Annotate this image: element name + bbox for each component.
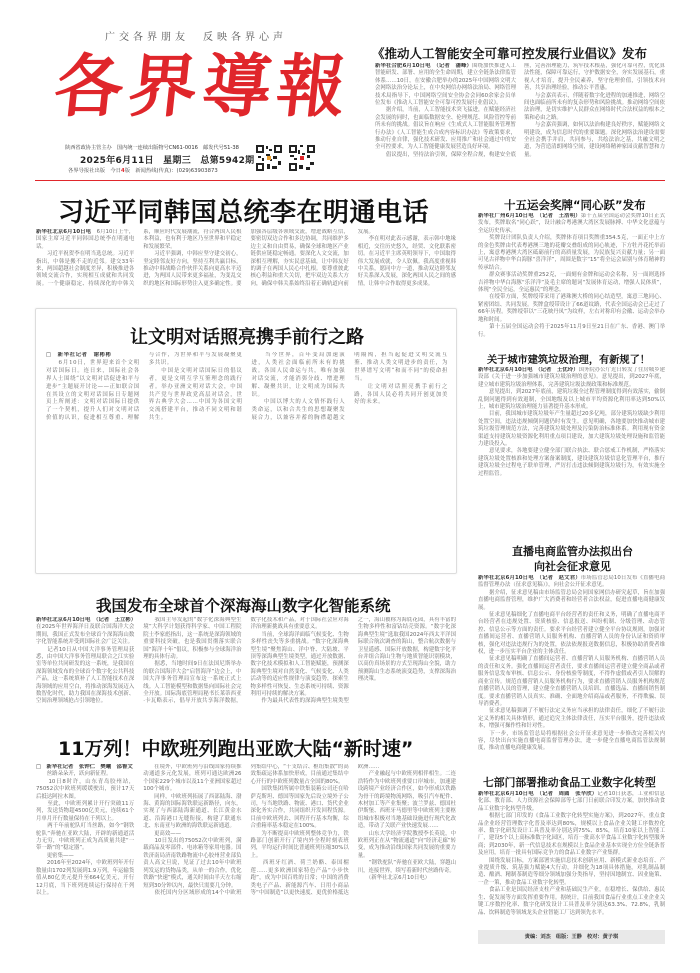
headline-construction-waste: 关于城市建筑垃圾治理，有新规了！ [487, 355, 650, 366]
masthead-divider [35, 180, 665, 181]
dateline: 新华社北京6月10日电 （记者 王优玲） [478, 367, 579, 373]
article-body: 记者10日获悉，工业和信息化部、教育部、人力资源社会保障部等七部门日前联合印发方案，加快推动食品工业数字化转型升级。 根据七部门印发的《食品工业数字化转型实施方案》，到2027年，重点食品企业经营管理数字化普及率达到80%，规模以上食品企业关键工序数控化率、数字化研发设计工具普及率分别达到75%、85%，培育10家以上智能工厂，建设5个以上高标准数字化园区，培育一批高水平食品工业数字化转型服务商；到2030年，新一代信息技术在规模以上食品企业基本实现全方位全链条普及应用，培育一批具有国际竞争力的食品工业数字产业集群。 围绕发展目标，方案部署实施信息技术创新应用、新模式新业态培育、产业提质升级、筑基强力赋能4大行动，并细化为18项具体措施，对乳制品制造、酿酒、精制茶制造等细分领域加强分类指导，坚持因地制宜、因业施策、一企一策，推动食品工业数字化转型。 食品工业是国民经济支柱产业和基础民生产业，在稳增长、保供给、惠民生、促发展等方面发挥重要作用。据统计，目前我国食品行业重点工业企业关键工序数控化率、数字化研发设计工具普及率分别达63.3%、72.8%，乳制品、饮料制造等领域龙头企业智能工厂达到领先水平。 [478, 791, 665, 916]
publisher: 各界导报社出版 [68, 168, 106, 174]
dateline: 新华社北京6月10日电 （记者 周圆 张辛欣） [478, 791, 598, 797]
article-body: 在2025年世界海洋日及联合国海洋大会期间，我国正式发布全球首个深海海山数字化智能系统并受到国际社会广泛关注。 记者10日从中国大洋事务管理局获悉，由中国大洋事务管理局联合之江实验室等单位共同研发的这一系统，是我国在深海领域发布的全球首个数字化公共科技产品。这一系统填补了人工智能技术在深海领域的应用空白，将推动深海发展迈入数智化时代，助力我国在深海技术创新、空间治理领域抢占引领地位。 我国主导发起的“数字化深海典型生境”大科学计划获得科学家、中国工程院院士李家彪指出，这一系统是深海领域的重要科技突破，也是我国贯彻落实联合国“海洋十年”倡议，积极参与全球海洋治理的具体行动。 据悉，当地时间9日在法国尼斯举办的联合国海洋大会“启智海洋”边会上，中国大洋事务管理局宣布这一系统正式上线。人工智能模型和数据集向国际社会完全开放。国际海底管理局秘书长莱蒂西亚·卡瓦略表示，倡导开放共享海洋数据，数字化技术和产品，对于国际社会应对海洋治理新挑战具有重要意义。 当前，全球海洋面临气候变化、生物多样性丧失等多重挑战。“数字化深海典型生境”聚焦海山、洋中脊、大陆坡、平顶等深海典型生境类型，通过开放数据、数字化技术模拟和人工智能赋能，预测深海典型生境对自然变化、气候变化、人类活动等的适应性规律与演变趋势，探索生物多样性可恢复、生态系统可持续、资源利用可持续的解决方案。 作为最具代表性的深海典型生境类型之一，海山被称为海底花园，具有丰富的生物多样性和富钴结壳资源。“数字化深海典型生境”选取我国2024年西太平洋国际联合航次调查的海山，整合航次数据与卫星遥感、国际开放数据，构建数字化平台并组合海山生物与地质智能识别模块，以高仿真场景的方式呈现海山全貌，助力预测海山生态系统演变趋势，支撑深海治理决策。 [36, 617, 456, 705]
dateline: 新华社北京6月10日电 （记者 王立彬） [36, 617, 137, 623]
byline: □ 新华社记者 张钟仁 樊曦 邵鲁文 [36, 764, 133, 770]
article-construction-waste [478, 367, 665, 529]
article-games-medal [478, 213, 665, 340]
dateline: 新华社北京6月10日电 [36, 229, 97, 235]
qr-code-icon[interactable] [288, 144, 316, 172]
article-body: 6月10日上午，国家主席习近平同韩国总统李在明通电话。 习近平祝贺李在明当选总统。习近平指出，中韩是搬不走的近邻。建交33年来，两国超越社会制度差异，积极推进各领域交流合作，实现相互成就和共同发展。一个健康稳定、持续深化的中韩关系，顺应时代发展潮流，符合两国人民根本利益，也有利于地区乃至世界和平稳定和发展繁荣。 习近平强调，中韩应坚守建交初心，坚定睦邻友好方向，坚持互利共赢目标，推动中韩战略合作伙伴关系向更高水平迈进，为两国人民带来更多福祉，为变乱交织的地区和国际形势注入更多确定性。要加强各层级各领域交流，增进战略互信，要密切双边合作和多边协调，共同维护多边主义和自由贸易，确保全球和地区产业链供应链稳定畅通。要深化人文交流，加深相互理解，夯实民意基础，让中韩友好的调子在两国人民心中扎根。要尊重彼此核心利益和重大关切，把牢双边关系大方向，确保中韩关系始终沿着正确轨道向前发展。 李在明对此表示感谢，表示韩中地缘相近，交往历史悠久，经贸、文化联系密切。在习近平主席英明领导下，中国取得伟大发展成就，令人钦佩。我高度重视韩中关系，愿同中方一道，推动双边睦邻友好关系深入发展，深化两国人民之间的感情，让韩中合作取得更多成果。 [36, 229, 456, 287]
qr-code-icon[interactable] [255, 144, 283, 172]
headline-xi-call: 习近平同韩国总统李在明通电话 [58, 198, 430, 228]
article-deep-sea [36, 617, 456, 707]
headline-games-medal: 十五运会奖牌“同心跃”发布 [504, 198, 646, 212]
pages-count: 4 [121, 168, 125, 174]
article-xi-call [36, 229, 456, 295]
article-body: 丝路朵朵开，跃向新征程。 10日8时许，山东青岛胶州站，75052次中欧班列缓缓驶出，预计17天后抵达阿拉木图。 至此，中欧班列累计开行突破11万列，发送货物超4500亿美元，连续61个月单月开行数量保持在千列以上。 两千年前驼队叮当丝路，如今“钢铁驼队”奔驰在亚欧大陆，开辟的新通道活力无穷，中欧班列正成为高质量共建“一带一路”的“稳定器”。 更密集—— 2016年至2024年，中欧班列年开行数量由1702列发展到1.9万列，年运输货值从80亿美元提升至664亿美元，开行12月底，当下班列连续运行保持在千列以上。 在境外，中欧班列与沿线国家持续推动通道多元化发展，班列可通达欧洲26个国家229个城市以及11个亚洲国家超过100个城市。 同样，中欧班列拓展了西部陆海、渤海、黄海的国际海铁联运新路径，向东，实现了与西部陆海新通道、长江黄金水道、沿海港口无缝衔接，构建了联通东北、东南亚与欧洲的海铁联运新通道。 更高效—— 10日发出的75052次中欧班列，满载商品及零部件、电冰箱等家用电器。国铁济南局济南铁路物流中心胶州营业部负责人高文旦说，见证了过去10年中欧班列发运的货物品类，从单一的合作，优化铁路“快速”模式，通关时间由半天左右缩短到30分钟以内，最快只需要几分钟。 依托国内分区域形成的14个中欧班列集结中心，“干支结合、枢纽集散”的高效集疏运体系加快形成，目前通过集结中心开行的中欧班列数量占全国的80%。 国铁集团所属中铁集装箱公司还在哈萨克斯坦、德国等国家先后设立境外子公司，与当地铁路、物流、港口、货代企业深化务实合作，共同组织开发回程货源。目前中欧班列去、回程开行基本均衡，综合重箱率基本稳定在100%。 为不断提高中欧班列整体竞争力，铁路部门创新开行了境内外全程时刻表班列，平均运行时间比普通班列压缩30%以上。 西班牙红酒、荷兰奶酪、泰国榴莲……更多欧洲国家特色产品“小步快跑”，成为中国百姓的日常；中国的消费类电子产品、新能源汽车、日用小商品等“中国制造”以更快速度、更优价格抵达欧洲…… 产业融起与中欧班列相伴相生。二连浩特作为中欧班列重要口岸城市，加速建设跨境产业经济合作区，如今形成以铁路为骨干的跨境物流网络，吸引汽车配件、木材加工等产业集聚；波兰罗兹、德国杜伊斯堡、西班牙马德里等中欧班列主要枢纽城市积极对当地基础设施进行现代化改造，带动了关联产业快速发展…… 山东大学经济学院教授李长英说，中欧班列正在从“物流通道”向“经济走廊”转变，成为推动沿线国家共同发展的重要力量。 “钢铁驼队”奔驰在亚欧大陆，穿越山川，连接世界，续写着新时代丝路传奇。 （新华社北京6月10日电） [36, 764, 456, 896]
headline-deep-sea: 我国发布全球首个深海海山数字化智能系统 [96, 596, 391, 615]
headline-ai-initiative: 《推动人工智能安全可靠可控发展行业倡议》发布 [372, 46, 648, 61]
article-body: 市场监管总局10日发布《直播电商监督管理办法（征求意见稿）》，向社会公开征求意见。 据介绍，征求意见稿由市场监管总局会同国家网信办研究起草，旨在加强直播电商监督管理，维护广大消费者和经营者合法权益，促进直播电商健康发展。 征求意见稿细化了直播电商平台经营者的责任和义务，明确了直播电商平台经营者在违规处置、资质核验、信息报送、纠纷机制、分级管理、动态管控、信息公示等方面的责任。要求平台经营者建立健全平台协议规则，加强对直播间运营者、直播营销人员服务机构、直播营销人员的身份认证和资质审核，强化对违法违规行为的处置，依法依规报送数据信息，积极协助消费者维权，进一步压实平台企业的主体责任。 征求意见稿明确了直播间运营者、直播营销人员服务机构、直播营销人员的责任和义务。强化直播间运营者责任，要求直播间运营者建立健全商品或者服务信息发布审核、信息公示、身份核验等制度，不得作虚假或者引人误解的商业宣传。规范直播营销人员服务机构行为，要求直播营销人员服务机构规范直播营销人员的管理，建立健全直播营销人员培训、直播选品、直播间销售制度。要求直播营销人员真实、准确、全面地介绍商品或者服务，不得欺骗、误导消费者。 征求意见稿强调了不履行法定义务应当承担的法律责任，细化了不履行法定义务的相关具体情形，通过追究主体法律责任，压实平台服务，提升违法成本，增强可操作性和针对性。 下一步，市场监管总局将根据社会公开征求意见进一步修改完善相关内容，尽快出台实施直播电商监督管理办法，进一步健全直播电商监管法规制度，推动直播电商健康发展。 [478, 575, 665, 752]
hotline: 新闻热线(传真)：(029)63903873 [135, 168, 218, 174]
newspaper-logo: 各界導報 [50, 47, 356, 127]
pages-suffix: 版 [124, 168, 131, 174]
dateline: 新华社合肥6月10日电 （记者 潘峰） [375, 63, 472, 69]
headline-china-europe: 11万列！中欧班列跑出亚欧大陆“新时速” [58, 738, 414, 760]
masthead-slogan: 广交各界朋友 反映各界心声 [105, 32, 287, 43]
headline-livestream-1: 直播电商监管办法拟出台 [512, 545, 633, 558]
article-livestream [478, 575, 665, 765]
dateline: 新华社广州6月10日电 （记者 王浩明） [478, 213, 581, 219]
article-body: 6月10日，世界迎来首个文明对话国际日。连日来，国际社会各界人士围绕“以文明对话促进和平与进步”主题展开讨论——正如联合国在其设立的文明对话国际日专题网页上所阐述：文明对话国际日提供了一个契机，提升人们对文明对话价值的认识，促进相互尊重、理解与合作，为世界和平与发展凝聚更多共识。 中国是文明对话国际日的倡议者，更是文明互学互鉴理念的践行者。举办亚洲文明对话大会，中国共产党与世界政党高层对话会，世界古典学大会……中国为各国文明交流搭建平台，推动不同文明和谐共生。 当今世界，百年变局加速演进，人类社会面临前所未有的挑战。各国人民命运与共，唯有加强对话交流，才能消弭分歧、增进理解、凝聚共识，让文明成为国际共识。 中国以博大的人文情怀践行人类命运，以和合共生的思想凝聚发展合力，以兼容并蓄的胸襟超越文明隔阂，担当起促进文明交流互鉴、推动人类文明进步的责任，为世界谱写文明“和而不同”的使命担当。 让文明对话照亮携手前行之路，各国人民必将共同开创更加美好的未来。 [46, 352, 448, 422]
article-china-europe [36, 764, 456, 946]
headline-civilization: 让文明对话照亮携手前行之路 [130, 327, 364, 348]
issue-date: 2025年6月11日 星期三 总第5942期 [80, 156, 255, 166]
article-civilization [46, 352, 448, 564]
headline-food-industry: 七部门部署推动食品工业数字化转型 [483, 776, 656, 789]
article-ai-initiative [375, 63, 665, 173]
publisher-line [68, 166, 218, 174]
article-body: 国务院办公厅近日转发了住房城乡建设部《关于进一步加强城市建筑垃圾治理的意见》。意见提出，到2027年底，建立城市建筑垃圾治理体系，完善建筑垃圾法规政策和标准规范。 意见提出，到2027年底前，建筑垃圾全过程管理制度得到有效落实，偷倒乱倒问题得到有效遏制，全国地级及以上城市平均资源化利用率达到50%以上，城市建筑垃圾治理能力显著提升基本形成。 目前，我国城市建筑垃圾年产生量超过20多亿吨，部分建筑垃圾缺少利用处置空间，违法违规倾倒问题仍时有发生。意见明确，各地要加快推动城市建筑垃圾管理规范方法，完善建筑垃圾处理及污染防治标准体系。利用现有资金渠道支持建筑垃圾资源化利用重点项目建设，加大建筑垃圾处理设施和监管能力建设投入。 意见要求，各地要建立健全部门联合执法、联合惩戒工作机制，严格落实建筑垃圾处置核准和处理方案备案制度，建设建筑垃圾信息化管理平台，推行建筑垃圾全过程电子联单管理，严厉打击违法倾倒建筑垃圾行为，有效实施全过程监管。 [478, 367, 665, 477]
article-food-industry [478, 791, 665, 924]
article-body: 围绕加快推进人工智能研发、部署、应用的全生命周期，建立全链条法律监管体系……10日，在安徽合肥举办的2025年中国网络文明大会网络法治分论坛上，在中央网信办网络法治局、网络管理技术局指导下，中国网络空间安全协会会同60余家会员单位发布《推动人工智能安全可靠可控发展行业倡议》。 据介绍，当前，人工智能技术突飞猛进，在赋能经济社会发展的同时，也面临数据安全、伦理规范、风险管控等前所未有的挑战。倡议旨在响应《生成式人工智能服务管理暂行办法》《人工智能生成合成内容标识办法》等政策要求，推动行业自律，强化技术研发、应用推广和社会通过中的安全可控要求，为人工智能健康发展营造良好环境。 倡议提出，坚持法治引领，保障全程合规，构建安全底座，完善治理能力，筑牢技术根基，强化可靠可控，优化算法性能，保障可靠运行，守护数据安全，夯实发展基石，重视人才培育，提升全民素养，坚守伦理价值，引领技术向善，共享治理经验，推动公平普惠。 与会嘉宾表示，伴随着数字化进程的加速推进，网络空间也面临前所未有的复杂形势和风险挑战。推动网络空间依法治理，是切实维护人民群众在网络时代合法权益的根本之策和必由之路。 与会嘉宾强调，如何以法治构建良好秩序，赋能网络文明建设，成为信息时代的重要课题。深化网络法治建设需要全社会携手并肩，共同参与，共绘法治之基，共融文明之道，为营造清朗网络空间，建设网络精神家园贡献智慧和力量。 [375, 63, 665, 158]
article-body: 第十五届全国运动会奖牌10日正式发布，奖牌取名“同心跃”，设计融合粤港澳大湾区发展脉搏、中华文化意蕴与全运历史传承。 奖牌设计团队负责人介绍，奖牌体育项目奖牌重354.5克，一面正中上方的金色奖牌由代表粤港澳三地的花瓣交叠组成的同心轨迹，下方牡丹花托举而上，寓意粤港澳大湾区砥砺前行的高质量发展，为民族复兴贡献力量；另一面可见古祥物中华白海豚“喜洋洋”，周围是数字“15”将全运会届别与体育精神的传承结合。 群众赛事活动奖牌重252克，一面刻有金牌和运动会名称，另一面则选择吉祥物中华白海豚“乐洋洋”及毛主席的题词“发展体育运动，增强人民体质”，体现“全民全运，全运惠民”的理念。 在绶带方面，奖牌绶带采用了港珠澳大桥的同心结造型，寓意三地同心、紧密团结、共同发展。奖牌盒绶带设计了66道纹路，代表全国运动会已走过了66年历程。奖牌绶带以“三花映丹凤”为纹样，左右对称印有会徽、运动会举办地和时间。 第十五届全国运动会将于2025年11月9日至21日在广东、香港、澳门举行。 [478, 213, 665, 338]
byline: □ 新华社记者 谢彬彬 [46, 352, 112, 358]
pages-prefix: 今日 [110, 168, 122, 174]
headline-livestream-2: 向社会征求意见 [534, 560, 611, 573]
editor-credits: 责编：刘杰 组版：王静 校对：黄子琪 [478, 930, 665, 944]
publisher-info: 陕西省政协主管主办 国内统一连续出版物号CN61-0016 邮发代号51-38 [65, 145, 239, 151]
dateline: 新华社北京6月10日电 （记者 赵文君） [478, 575, 581, 581]
